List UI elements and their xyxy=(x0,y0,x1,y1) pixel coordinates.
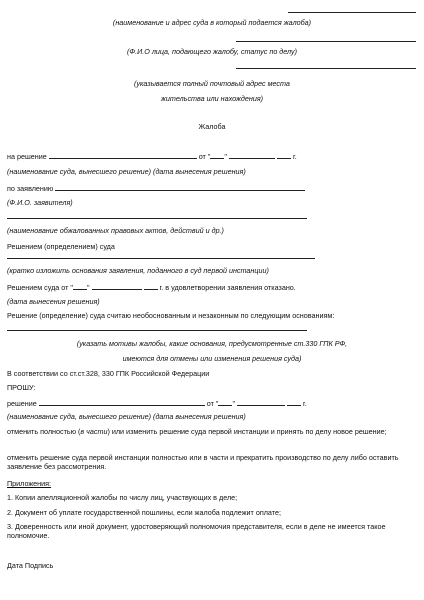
motives-line xyxy=(7,330,307,331)
court-line xyxy=(288,12,416,13)
motives-caption-2: имеются для отмены или изменения решения суда) xyxy=(122,354,302,363)
refused-prefix: Решением суда от " xyxy=(7,283,73,292)
ask-text: ПРОШУ: xyxy=(7,383,36,392)
court-decision-label: Решением (определением) суда xyxy=(7,242,115,251)
application-row xyxy=(7,183,305,193)
option-1-post: ) или изменить решение суда первой инстанции и принять по делу новое решение; xyxy=(107,427,387,436)
year-blank xyxy=(277,151,291,159)
court-name-blank xyxy=(49,151,197,159)
person-line xyxy=(236,41,416,42)
applicant-caption: (Ф.И.О. заявителя) xyxy=(7,198,73,207)
request-year-blank xyxy=(287,398,301,406)
month-blank xyxy=(229,151,275,159)
document-title: Жалоба xyxy=(198,122,226,131)
decision-caption: (наименование суда, вынесшего решение) (дата вынесения решения) xyxy=(7,167,246,176)
on-decision-label: на решение xyxy=(7,152,47,161)
appealed-caption: (наименование обжалованных правовых актов, действий и др.) xyxy=(7,226,224,235)
attachment-item-1: 1. Копии апелляционной жалобы по числу лиц, участвующих в деле; xyxy=(7,493,238,502)
unfounded-text: Решение (определение) суда считаю необоснованным и незаконным по следующим основаниям: xyxy=(7,311,335,320)
request-month-blank xyxy=(237,398,285,406)
refused-row: Решением суда от " " г. в удовлетворении заявления отказано. xyxy=(7,283,296,292)
from-label: от " xyxy=(198,152,211,161)
application-blank xyxy=(55,183,305,191)
on-application-label: по заявлению xyxy=(7,184,54,193)
request-year-suffix: г. xyxy=(303,399,307,408)
request-decision-row: решение от " " г. xyxy=(7,399,307,408)
attachment-item-2: 2. Документ об уплате государственной пошлины, если жалоба подлежит оплате; xyxy=(7,508,281,517)
request-day-blank xyxy=(218,398,232,406)
year-suffix: г. xyxy=(292,152,297,161)
option-1-pre: отменить полностью ( xyxy=(7,427,81,436)
address-caption-2: жительства или нахождения) xyxy=(160,94,264,103)
attachments-title: Приложения: xyxy=(7,479,52,488)
decision-row: на решение от " " г. xyxy=(7,152,297,161)
day-blank xyxy=(210,151,224,159)
court-caption: (наименование и адрес суда в который подается жалоба) xyxy=(112,18,312,27)
person-caption: (Ф.И.О лица, подающего жалобу, статус по делу) xyxy=(126,47,298,56)
refused-day-blank xyxy=(73,282,87,290)
refused-suffix: г. в удовлетворении заявления отказано. xyxy=(159,283,296,292)
appealed-line xyxy=(7,218,307,219)
request-option-2: отменить решение суда первой инстанции полностью или в части и прекратить производство по делу либо оставить заявление без рассмотрения. xyxy=(7,453,399,471)
request-from-label: от " xyxy=(206,399,219,408)
request-caption: (наименование суда, вынесшего решение) (дата вынесения решения) xyxy=(7,412,246,421)
refused-month-blank xyxy=(92,282,142,290)
grounds-line xyxy=(7,258,315,259)
option-1-italic: в части xyxy=(80,427,108,436)
date-signature: Дата Подпись xyxy=(7,561,54,570)
accordance-text: В соответствии со ст.ст.328, 330 ГПК Российской Федерации xyxy=(7,369,210,378)
address-caption-1: (указывается полный почтовый адрес места xyxy=(134,79,290,88)
motives-caption-1: (указать мотивы жалобы, какие основания, предусмотренные ст.330 ГПК РФ, xyxy=(76,339,348,348)
grounds-caption: (кратко изложить основания заявления, поданного в суд первой инстанции) xyxy=(7,266,269,275)
date-caption: (дата вынесения решения) xyxy=(7,297,100,306)
request-court-blank xyxy=(39,398,205,406)
address-line xyxy=(236,68,416,69)
attachment-item-3: 3. Доверенность или иной документ, удостоверяющий полномочия представителя, если в деле не имеется такое полномочие. xyxy=(7,522,386,540)
refused-year-blank xyxy=(144,282,158,290)
request-option-1 xyxy=(7,427,411,436)
request-decision-label: решение xyxy=(7,399,37,408)
